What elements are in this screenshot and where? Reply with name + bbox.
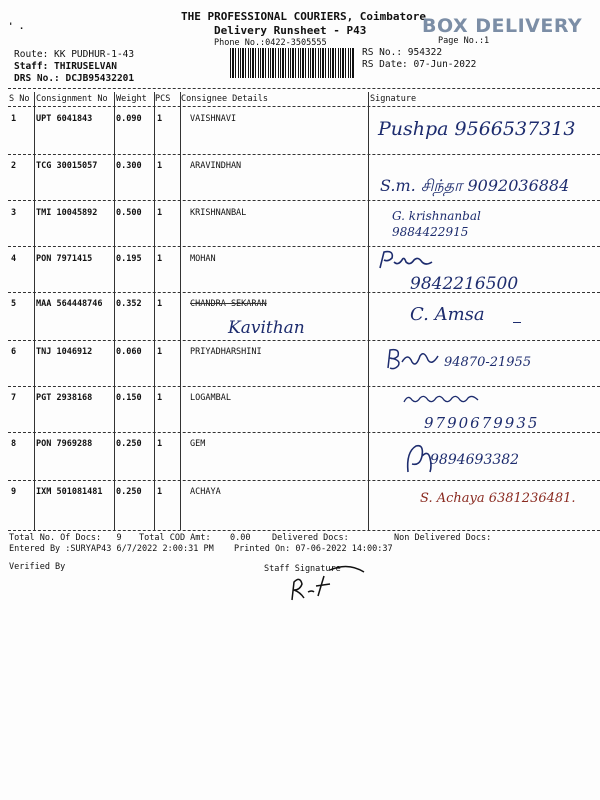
- col-header-sno: S No: [9, 94, 30, 104]
- row-weight: 0.300: [116, 161, 142, 171]
- column-divider: [34, 92, 35, 530]
- total-cod-value: 0.00: [230, 533, 251, 543]
- runsheet-title: Delivery Runsheet - P43: [214, 24, 367, 37]
- row-consignment: TCG 30015057: [36, 161, 98, 171]
- row-rule: [8, 154, 600, 155]
- row-rule: [8, 480, 600, 481]
- table-top-rule: [8, 88, 600, 89]
- non-delivered-docs: Non Delivered Docs:: [394, 533, 492, 543]
- row-consignment: PON 7969288: [36, 439, 93, 449]
- row-sno: 5: [11, 299, 17, 309]
- handwritten-signature: Pushpa 9566537313: [378, 118, 576, 140]
- staff-signature-label: Staff Signature: [264, 564, 341, 574]
- corner-mark: ' .: [8, 22, 25, 32]
- row-weight: 0.500: [116, 208, 142, 218]
- signature-scribble-icon: [402, 392, 482, 406]
- row-rule: [8, 200, 600, 201]
- row-pcs: 1: [157, 208, 163, 218]
- row-consignment: UPT 6041843: [36, 114, 93, 124]
- row-consignee: VAISHNAVI: [190, 114, 237, 124]
- column-divider: [114, 92, 115, 530]
- printed-on: Printed On: 07-06-2022 14:00:37: [234, 544, 393, 554]
- row-rule: [8, 432, 600, 433]
- row-sno: 9: [11, 487, 17, 497]
- row-consignee: MOHAN: [190, 254, 216, 264]
- column-divider: [368, 92, 369, 530]
- row-weight: 0.250: [116, 487, 142, 497]
- handwritten-signature: 94870-21955: [444, 355, 532, 370]
- verified-by: Verified By: [9, 562, 66, 572]
- row-pcs: 1: [157, 439, 163, 449]
- row-pcs: 1: [157, 161, 163, 171]
- col-header-consignee: Consignee Details: [181, 94, 268, 104]
- row-sno: 7: [11, 393, 17, 403]
- signature-scribble-icon: [384, 346, 442, 372]
- row-weight: 0.352: [116, 299, 142, 309]
- row-consignment: TNJ 1046912: [36, 347, 93, 357]
- row-weight: 0.060: [116, 347, 142, 357]
- handwritten-signature: C. Amsa: [410, 304, 485, 325]
- page-number: Page No.:1: [438, 36, 490, 46]
- row-pcs: 1: [157, 254, 163, 264]
- row-sno: 6: [11, 347, 17, 357]
- row-consignee: LOGAMBAL: [190, 393, 231, 403]
- row-rule: [8, 386, 600, 387]
- column-divider: [154, 92, 155, 530]
- handwritten-dash: [513, 322, 521, 323]
- col-header-pcs: PCS: [155, 94, 171, 104]
- row-sno: 1: [11, 114, 17, 124]
- staff-signature-scribble-icon: [286, 562, 366, 606]
- row-consignment: TMI 10045892: [36, 208, 98, 218]
- row-consignment: PGT 2938168: [36, 393, 93, 403]
- col-header-weight: Weight: [116, 94, 147, 104]
- row-consignment: IXM 501081481: [36, 487, 103, 497]
- signature-scribble-icon: [376, 248, 436, 274]
- row-pcs: 1: [157, 299, 163, 309]
- row-sno: 8: [11, 439, 17, 449]
- row-pcs: 1: [157, 347, 163, 357]
- table-bottom-rule: [8, 530, 600, 531]
- handwritten-signature: S.m. சிந்தா 9092036884: [380, 176, 570, 195]
- barcode: [230, 48, 354, 78]
- row-weight: 0.090: [116, 114, 142, 124]
- row-sno: 2: [11, 161, 17, 171]
- header-bottom-rule: [8, 106, 600, 107]
- entered-by: Entered By :SURYAP43 6/7/2022 2:00:31 PM: [9, 544, 214, 554]
- row-pcs: 1: [157, 393, 163, 403]
- handwritten-signature: 9842216500: [410, 274, 519, 294]
- row-consignee: KRISHNANBAL: [190, 208, 247, 218]
- handwritten-signature: 9894693382: [430, 452, 520, 468]
- row-sno: 4: [11, 254, 17, 264]
- phone-number: Phone No.:0422-3505555: [214, 38, 327, 48]
- handwritten-signature: S. Achaya 6381236481.: [420, 491, 576, 506]
- row-weight: 0.195: [116, 254, 142, 264]
- route: Route: KK PUDHUR-1-43: [14, 49, 135, 60]
- row-consignment: MAA 564448746: [36, 299, 103, 309]
- total-docs: Total No. Of Docs: 9: [9, 533, 122, 543]
- staff-name: Staff: THIRUSELVAN: [14, 61, 117, 72]
- row-consignee: PRIYADHARSHINI: [190, 347, 262, 357]
- row-consignee: GEM: [190, 439, 206, 449]
- row-pcs: 1: [157, 114, 163, 124]
- column-divider: [180, 92, 181, 530]
- col-header-consignment: Consignment No: [36, 94, 108, 104]
- row-rule: [8, 292, 600, 293]
- row-weight: 0.250: [116, 439, 142, 449]
- row-pcs: 1: [157, 487, 163, 497]
- company-name: THE PROFESSIONAL COURIERS, Coimbatore: [181, 10, 427, 23]
- row-sno: 3: [11, 208, 17, 218]
- rs-number: RS No.: 954322: [362, 47, 443, 58]
- handwritten-signature: 9790679935: [424, 414, 540, 432]
- col-header-signature: Signature: [370, 94, 417, 104]
- handwritten-signature: G. krishnanbal 9884422915: [392, 209, 481, 239]
- row-weight: 0.150: [116, 393, 142, 403]
- row-consignment: PON 7971415: [36, 254, 93, 264]
- handwritten-note: Kavithan: [228, 318, 305, 338]
- drs-number: DRS No.: DCJB95432201: [14, 73, 135, 84]
- delivered-docs: Delivered Docs:: [272, 533, 349, 543]
- row-consignee: CHANDRA SEKARAN: [190, 299, 267, 309]
- row-rule: [8, 246, 600, 247]
- row-rule: [8, 340, 600, 341]
- row-consignee: ACHAYA: [190, 487, 221, 497]
- box-delivery-stamp: BOX DELIVERY: [422, 15, 583, 37]
- row-consignee: ARAVINDHAN: [190, 161, 242, 171]
- total-cod-label: Total COD Amt:: [139, 533, 211, 543]
- rs-date: RS Date: 07-Jun-2022: [362, 59, 477, 70]
